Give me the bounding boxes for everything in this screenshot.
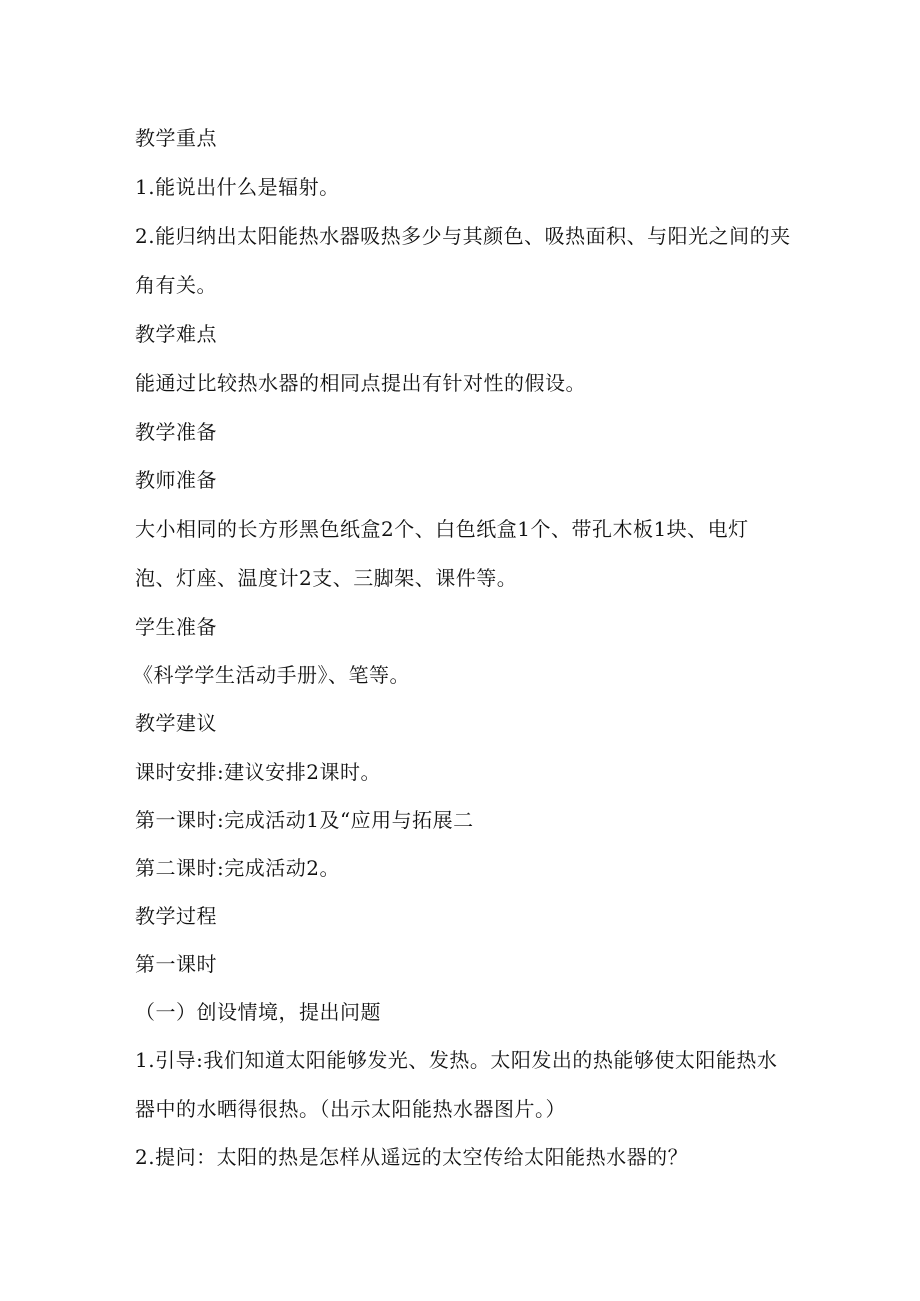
teacher-materials-line-2: 泡、灯座、温度计2支、三脚架、课件等。 — [135, 566, 518, 590]
heading-teaching-process: 教学过程 — [135, 904, 217, 928]
guide-step-line-1: 1.引导:我们知道太阳能够发光、发热。太阳发出的热能够使太阳能热水 — [135, 1048, 778, 1072]
student-materials: 《科学学生活动手册》、笔等。 — [133, 663, 410, 687]
heading-student-preparation: 学生准备 — [135, 615, 217, 639]
heading-first-lesson: 第一课时 — [135, 952, 217, 976]
focus-item-1: 1.能说出什么是辐射。 — [135, 175, 340, 199]
section-create-situation: （一）创设情境，提出问题 — [135, 1000, 381, 1024]
guide-step-line-2: 器中的水晒得很热。（出示太阳能热水器图片。） — [135, 1097, 566, 1121]
heading-teaching-focus: 教学重点 — [135, 126, 217, 150]
schedule-arrangement: 课时安排:建议安排2课时。 — [135, 760, 381, 784]
schedule-lesson-2: 第二课时:完成活动2。 — [135, 856, 340, 880]
heading-teaching-preparation: 教学准备 — [135, 420, 217, 444]
schedule-lesson-1: 第一课时:完成活动1及“应用与拓展二 — [135, 808, 474, 832]
heading-teaching-suggestions: 教学建议 — [135, 711, 217, 735]
focus-item-2-line-2: 角有关。 — [135, 273, 217, 297]
focus-item-2-line-1: 2.能归纳出太阳能热水器吸热多少与其颜色、吸热面积、与阳光之间的夹 — [135, 224, 791, 248]
question-step: 2.提问：太阳的热是怎样从遥远的太空传给太阳能热水器的？ — [135, 1145, 689, 1169]
heading-teaching-difficulty: 教学难点 — [135, 322, 217, 346]
heading-teacher-preparation: 教师准备 — [135, 468, 217, 492]
teacher-materials-line-1: 大小相同的长方形黑色纸盒2个、白色纸盒1个、带孔木板1块、电灯 — [135, 517, 749, 541]
difficulty-text: 能通过比较热水器的相同点提出有针对性的假设。 — [135, 371, 586, 395]
